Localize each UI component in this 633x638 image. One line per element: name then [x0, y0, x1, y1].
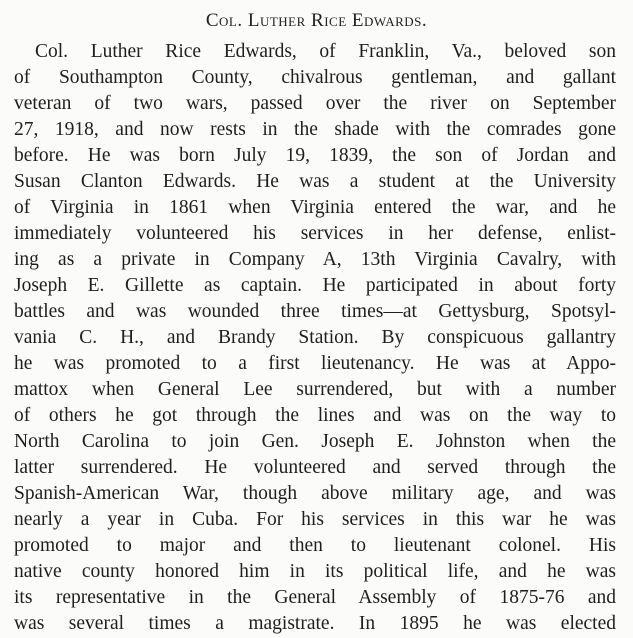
- text-line: Spanish-American War, though above military age, and was: [14, 483, 616, 504]
- text-line: ing as a private in Company A, 13th Virginia Cavalry, with: [14, 249, 616, 270]
- text-line: of others he got through the lines and was on the way to: [14, 405, 616, 426]
- text-line: North Carolina to join Gen. Joseph E. Johnston when the: [14, 431, 616, 452]
- text-line: native county honored him in its political life, and he was: [14, 561, 616, 582]
- text-line: Joseph E. Gillette as captain. He participated in about forty: [14, 275, 616, 296]
- text-line: nearly a year in Cuba. For his services in this war he was: [14, 509, 616, 530]
- text-line: its representative in the General Assembly of 1875-76 and: [14, 587, 616, 608]
- text-line: immediately volunteered his services in her defense, enlist-: [14, 223, 616, 244]
- article-title: Col. Luther Rice Edwards.: [205, 10, 428, 31]
- text-line: of Virginia in 1861 when Virginia entered the war, and he: [14, 197, 616, 218]
- text-line: Col. Luther Rice Edwards, of Franklin, Va., beloved son: [35, 41, 616, 62]
- text-line: promoted to major and then to lieutenant colonel. His: [14, 535, 616, 556]
- text-line: before. He was born July 19, 1839, the son of Jordan and: [14, 145, 616, 166]
- text-line: was several times a magistrate. In 1895 he was elected: [14, 613, 616, 634]
- text-line: veteran of two wars, passed over the river on September: [14, 93, 616, 114]
- text-line: vania C. H., and Brandy Station. By conspicuous gallantry: [14, 327, 616, 348]
- text-line: 27, 1918, and now rests in the shade with the comrades gone: [14, 119, 616, 140]
- text-line: Susan Clanton Edwards. He was a student at the University: [14, 171, 616, 192]
- text-line: battles and was wounded three times—at Gettysburg, Spotsyl-: [14, 301, 616, 322]
- text-line: he was promoted to a first lieutenancy. He was at Appo-: [14, 353, 616, 374]
- text-line: latter surrendered. He volunteered and served through the: [14, 457, 616, 478]
- text-line: mattox when General Lee surrendered, but with a number: [14, 379, 616, 400]
- text-line: of Southampton County, chivalrous gentleman, and gallant: [14, 67, 616, 88]
